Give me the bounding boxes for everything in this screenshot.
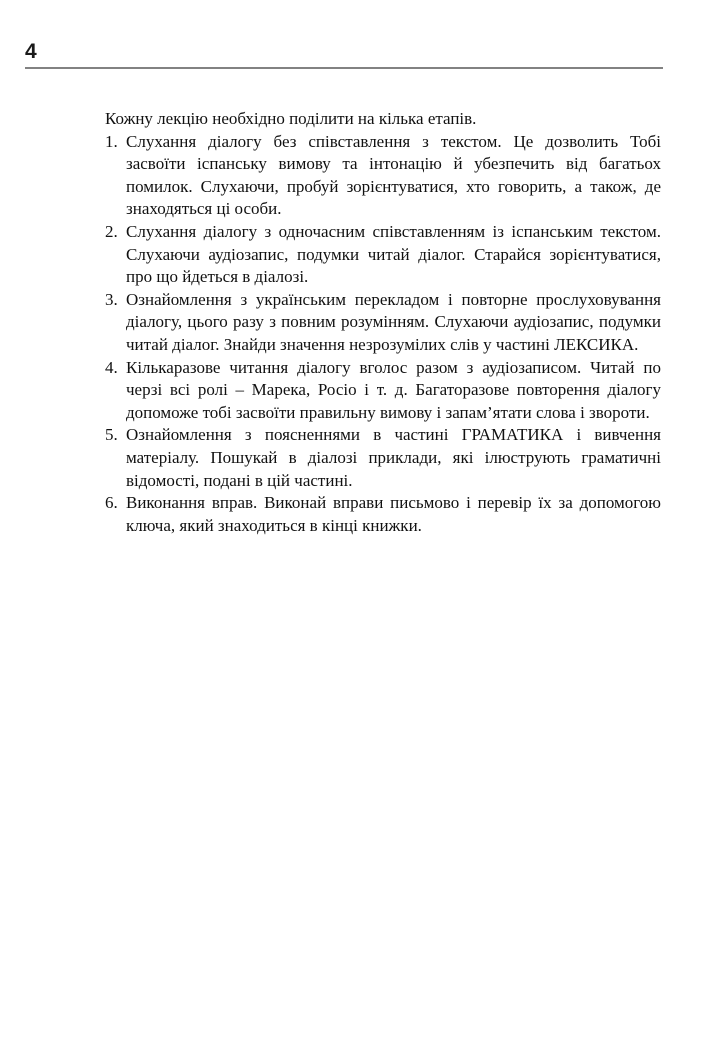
list-item-text: Кількаразове читання діалогу вголос разом з аудіозаписом. Читай по черзі всі ролі – Марека, Росіо і т. д. Багаторазове повторення діалогу допоможе тобі засвоїти правильну вимову і запам’ятати слова і звороти. (126, 357, 661, 422)
list-item (105, 131, 661, 221)
list-item (105, 221, 661, 289)
list-item (105, 357, 661, 425)
list-item-text: Слухання діалогу з одночасним співставленням із іспанським текстом. Слухаючи аудіозапис, подумки читай діалог. Старайся зорієнтуватися, про що йдеться в діалозі. (126, 221, 661, 287)
steps-list (105, 131, 661, 538)
page-content (105, 108, 661, 537)
list-item-number: 2. (105, 221, 118, 241)
list-item (105, 492, 661, 537)
page-header (25, 0, 663, 77)
list-item-text: Слухання діалогу без співставлення з текстом. Це дозволить Тобі засвоїти іспанську вимову та інтонацію й убезпечить від багатьох помилок. Слухаючи, пробуй зорієнтуватися, хто говорить, а також, де знаходяться ці особи. (126, 131, 661, 219)
header-rule (25, 67, 663, 69)
intro-paragraph: Кожну лекцію необхідно поділити на кілька етапів. (105, 109, 477, 128)
list-item-text: Виконання вправ. Виконай вправи письмово і перевір їх за допомогою ключа, який знаходиться в кінці книжки. (126, 493, 661, 535)
list-item-text: Ознайомлення з українським перекладом і повторне прослуховування діалогу, цього разу з повним розумінням. Слухаючи аудіозапис, подумки читай діалог. Знайди значення незрозумілих слів у частині ЛЕКСИКА. (126, 289, 661, 354)
list-item-text: Ознайомлення з поясненнями в частині ГРАМАТИКА і вивчення матеріалу. Пошукай в діалозі приклади, які ілюструють граматичні відомості, подані в цій частині. (126, 425, 661, 490)
list-item (105, 424, 661, 492)
list-item-number: 6. (105, 493, 118, 513)
list-item (105, 289, 661, 357)
page-number: 4 (25, 40, 37, 63)
list-item-number: 4. (105, 357, 118, 377)
list-item-number: 3. (105, 289, 118, 309)
list-item-number: 1. (105, 131, 118, 151)
list-item-number: 5. (105, 425, 118, 445)
